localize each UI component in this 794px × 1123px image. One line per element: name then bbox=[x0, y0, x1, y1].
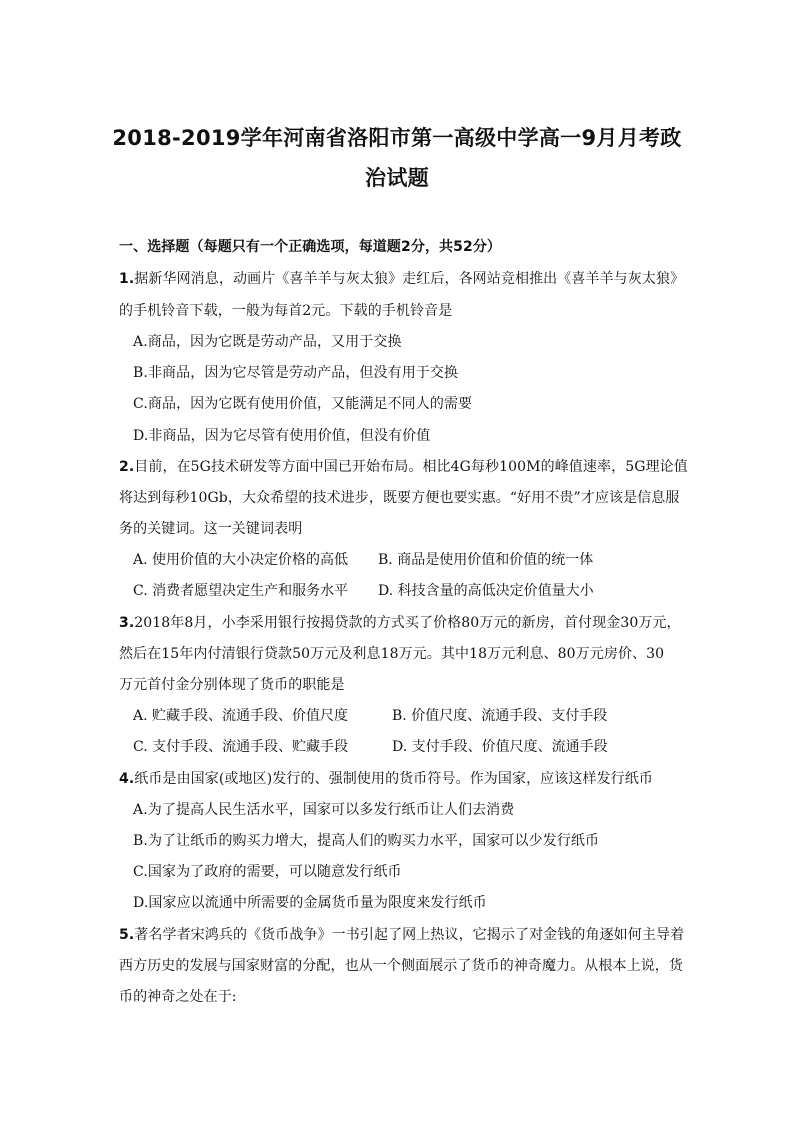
question-1-option-c: C.商品，因为它既有使用价值，又能满足不同人的需要 bbox=[133, 396, 473, 412]
question-text: 目前，在5G技术研发等方面中国已开始布局。相比4G每秒100M的峰值速率，5G理论值 bbox=[134, 459, 688, 475]
question-5-line-2: 西方历史的发展与国家财富的分配，也从一个侧面展示了货币的神奇魔力。从根本上说，货 bbox=[119, 958, 683, 974]
question-2-option-a: A. 使用价值的大小决定价格的高低 bbox=[133, 552, 349, 568]
question-3-line-3: 万元首付金分别体现了货币的职能是 bbox=[119, 677, 345, 693]
question-1-option-a: A.商品，因为它既是劳动产品，又用于交换 bbox=[133, 334, 402, 350]
question-2-line-2: 将达到每秒10Gb，大众希望的技术进步，既要方便也要实惠。“好用不贵”才应该是信息服 bbox=[119, 490, 680, 506]
question-3-line-1 bbox=[119, 612, 681, 632]
question-2-option-b: B. 商品是使用价值和价值的统一体 bbox=[378, 552, 594, 568]
question-number: 1. bbox=[119, 271, 135, 287]
question-text: 据新华网消息，动画片《喜羊羊与灰太狼》走红后，各网站竞相推出《喜羊羊与灰太狼》 bbox=[134, 271, 685, 287]
question-4-option-b: B.为了让纸币的购买力增大，提高人们的购买力水平，国家可以少发行纸币 bbox=[133, 833, 600, 849]
question-3-option-b: B. 价值尺度、流通手段、支付手段 bbox=[392, 708, 608, 724]
question-1-line-1 bbox=[119, 268, 684, 288]
question-5-line-1 bbox=[119, 924, 684, 944]
exam-title-line-1: 2018-2019学年河南省洛阳市第一高级中学高一9月月考政 bbox=[112, 126, 682, 150]
exam-title-line-2: 治试题 bbox=[365, 166, 429, 190]
question-text: 纸币是由国家(或地区)发行的、强制使用的货币符号。作为国家，应该这样发行纸币 bbox=[134, 771, 653, 787]
question-2-option-d: D. 科技含量的高低决定价值量大小 bbox=[378, 583, 594, 599]
question-3-option-a: A. 贮藏手段、流通手段、价值尺度 bbox=[133, 708, 349, 724]
question-2-line-3: 务的关键词。这一关键词表明 bbox=[119, 521, 303, 537]
question-3-option-d: D. 支付手段、价值尺度、流通手段 bbox=[392, 739, 608, 755]
question-2-option-c: C. 消费者愿望决定生产和服务水平 bbox=[133, 583, 349, 599]
question-1-option-d: D.非商品，因为它尽管有使用价值，但没有价值 bbox=[133, 428, 431, 444]
question-number: 3. bbox=[119, 615, 135, 631]
question-5-line-3: 币的神奇之处在于: bbox=[119, 989, 237, 1005]
question-4-option-d: D.国家应以流通中所需要的金属货币量为限度来发行纸币 bbox=[133, 895, 487, 911]
question-4-option-a: A.为了提高人民生活水平，国家可以多发行纸币让人们去消费 bbox=[133, 802, 515, 818]
question-text: 2018年8月，小李采用银行按揭贷款的方式买了价格80万元的新房，首付现金30万元， bbox=[134, 615, 681, 631]
question-text: 著名学者宋鸿兵的《货币战争》一书引起了网上热议，它揭示了对金钱的角逐如何主导着 bbox=[134, 927, 685, 943]
question-3-line-2: 然后在15年内付清银行贷款50万元及利息18万元。其中18万元利息、80万元房价、30 bbox=[119, 646, 665, 662]
question-1-line-2: 的手机铃音下载，一般为每首2元。下载的手机铃音是 bbox=[119, 303, 453, 319]
section-heading: 一、选择题（每题只有一个正确选项，每道题2分，共52分） bbox=[119, 239, 502, 255]
question-number: 2. bbox=[119, 459, 135, 475]
question-1-option-b: B.非商品，因为它尽管是劳动产品，但没有用于交换 bbox=[133, 365, 459, 381]
question-4-line-1 bbox=[119, 768, 653, 788]
question-2-line-1 bbox=[119, 456, 688, 476]
question-number: 5. bbox=[119, 927, 135, 943]
question-3-option-c: C. 支付手段、流通手段、贮藏手段 bbox=[133, 739, 349, 755]
question-number: 4. bbox=[119, 771, 135, 787]
question-4-option-c: C.国家为了政府的需要，可以随意发行纸币 bbox=[133, 864, 402, 880]
